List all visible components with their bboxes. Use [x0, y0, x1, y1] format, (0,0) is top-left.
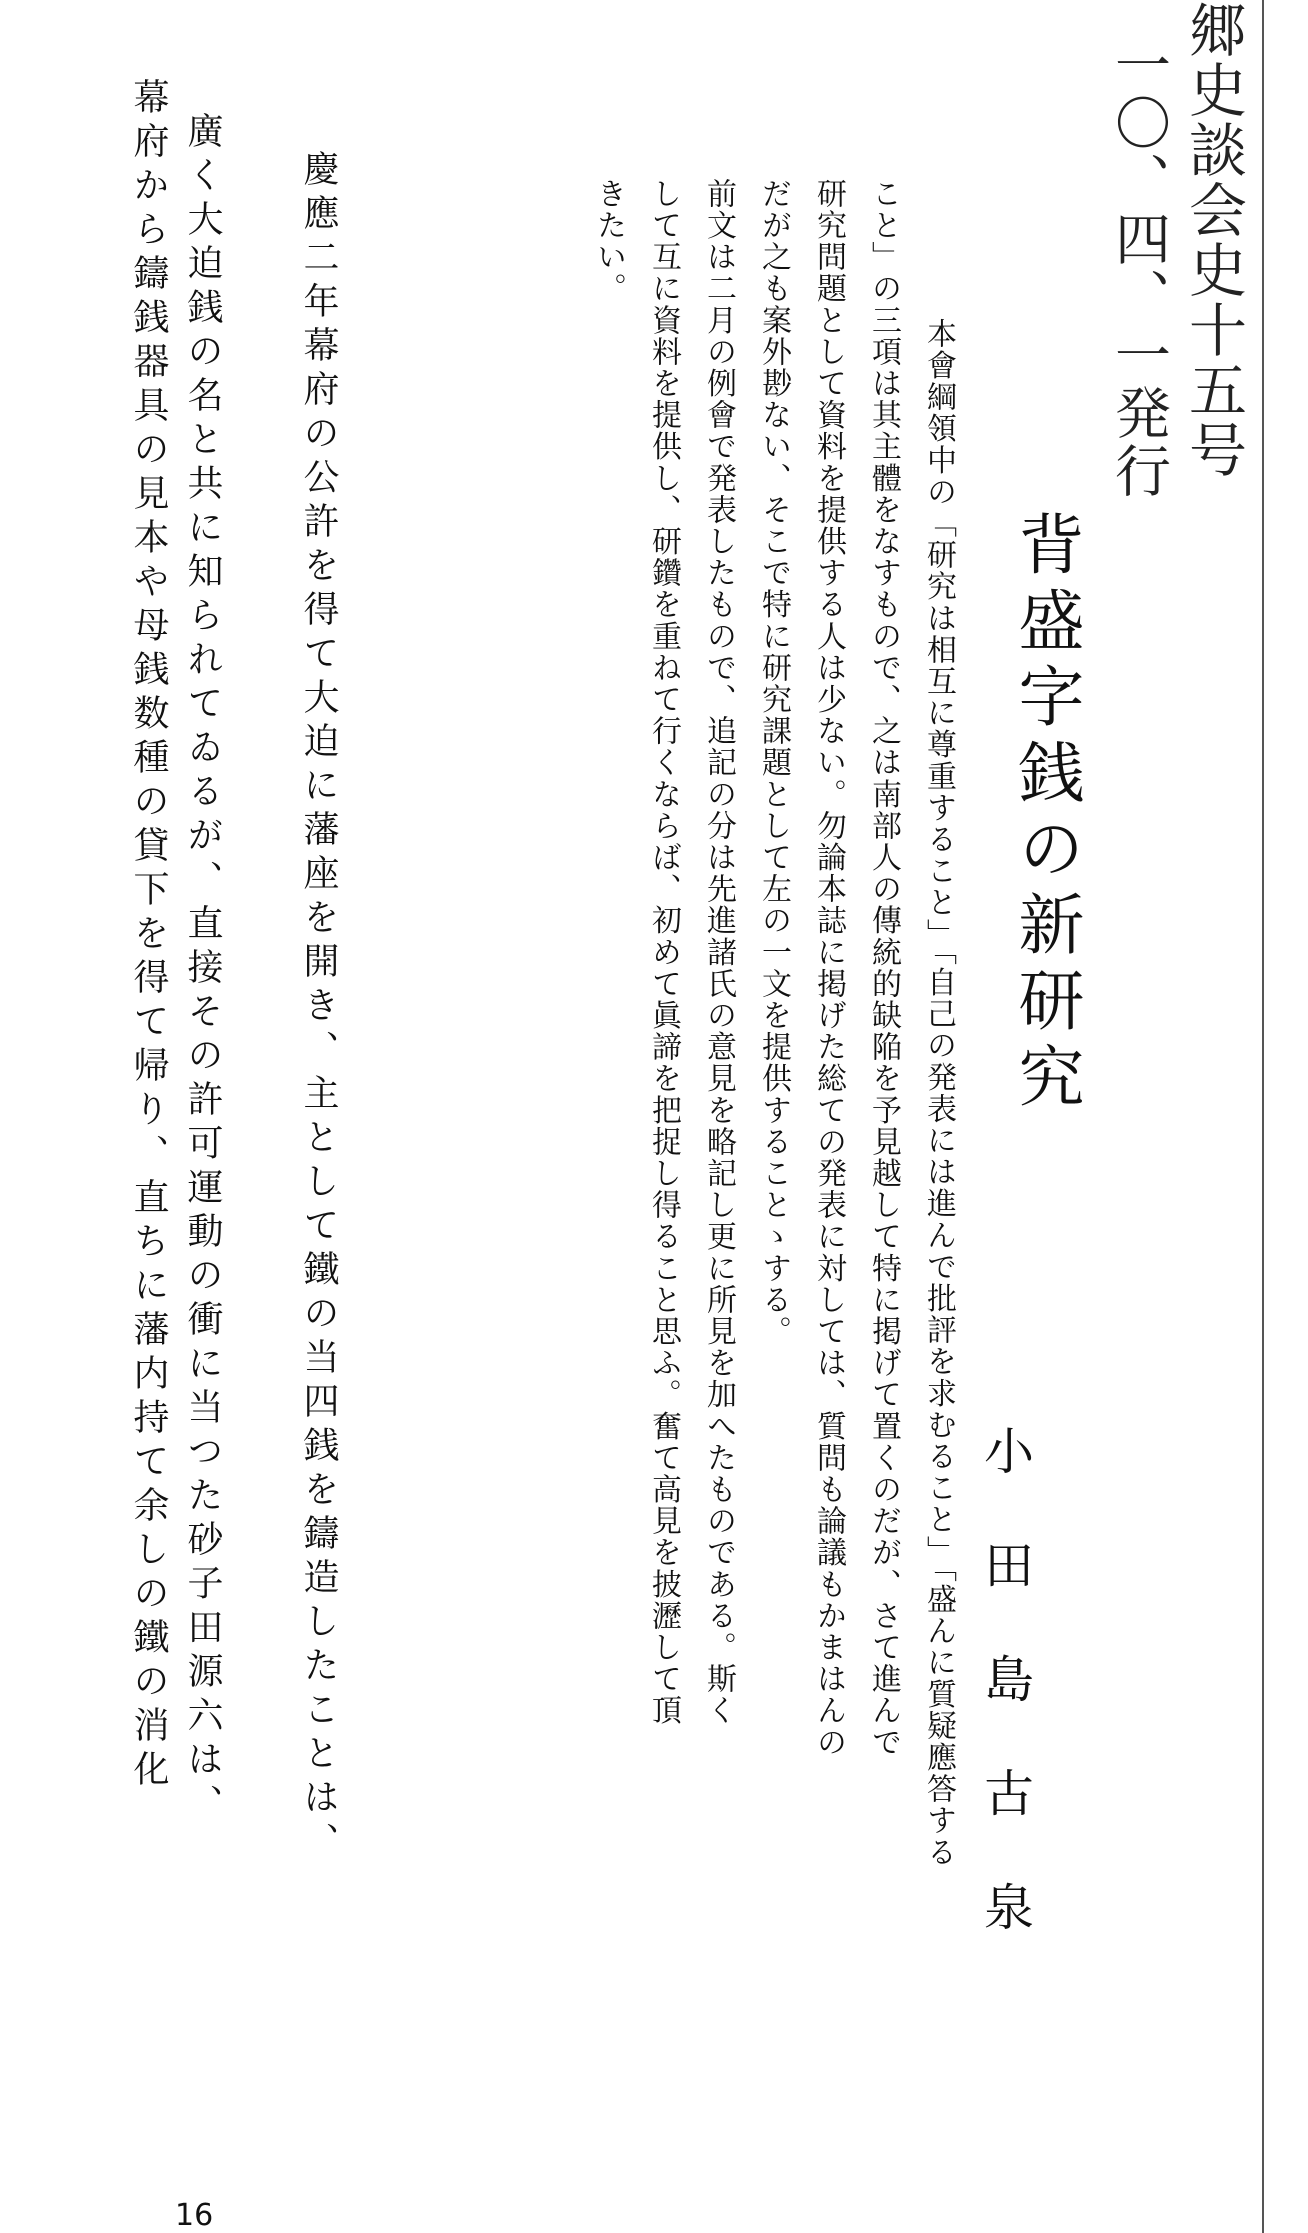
handwritten-date-note: 一〇、四、一発行	[1106, 36, 1171, 500]
handwritten-source-note: 郷史談会史十五号	[1179, 0, 1247, 480]
intro-line: だが之も案外尠ない、そこで特に研究課題として左の一文を提供することゝする。	[756, 178, 791, 1348]
intro-line: こと」の三項は其主體をなすもので、之は南部人の傳統的缺陥を予見越して特に掲げて置くのだが、さて進んで	[866, 178, 901, 1758]
intro-line: 本會綱領中の「研究は相互に尊重すること」「自己の発表には進んで批評を求むること」「盛んに質疑應答する	[921, 318, 956, 1868]
body-line: 廣く大迫銭の名と共に知られてゐるが、直接その許可運動の衝に当つた砂子田源六は、	[182, 112, 223, 1828]
page-number: 16	[175, 2198, 214, 2233]
intro-line: きたい。	[591, 178, 626, 305]
page-edge-line	[1262, 0, 1264, 2233]
body-line: 幕府から鑄銭器具の見本や母銭数種の貸下を得て帰り、直ちに藩内持て余しの鐵の消化	[128, 78, 169, 1794]
author-name: 小田島古泉	[976, 1425, 1034, 1995]
intro-line: して互に資料を提供し、研鑽を重ねて行くならば、初めて眞諦を把捉し得ること思ふ。奮て高見を披瀝して頂	[646, 178, 681, 1727]
intro-line: 研究問題として資料を提供する人は少ない。勿論本誌に掲げた総ての発表に対しては、質問も論議もかまはんの	[811, 178, 846, 1758]
intro-line: 前文は二月の例會で発表したもので、追記の分は先進諸氏の意見を略記し更に所見を加へたものである。斯く	[701, 178, 736, 1727]
body-line: 慶應二年幕府の公許を得て大迫に藩座を開き、主として鐵の当四銭を鑄造したことは、	[298, 150, 339, 1866]
article-title: 背盛字銭の新研究	[1007, 510, 1084, 1118]
